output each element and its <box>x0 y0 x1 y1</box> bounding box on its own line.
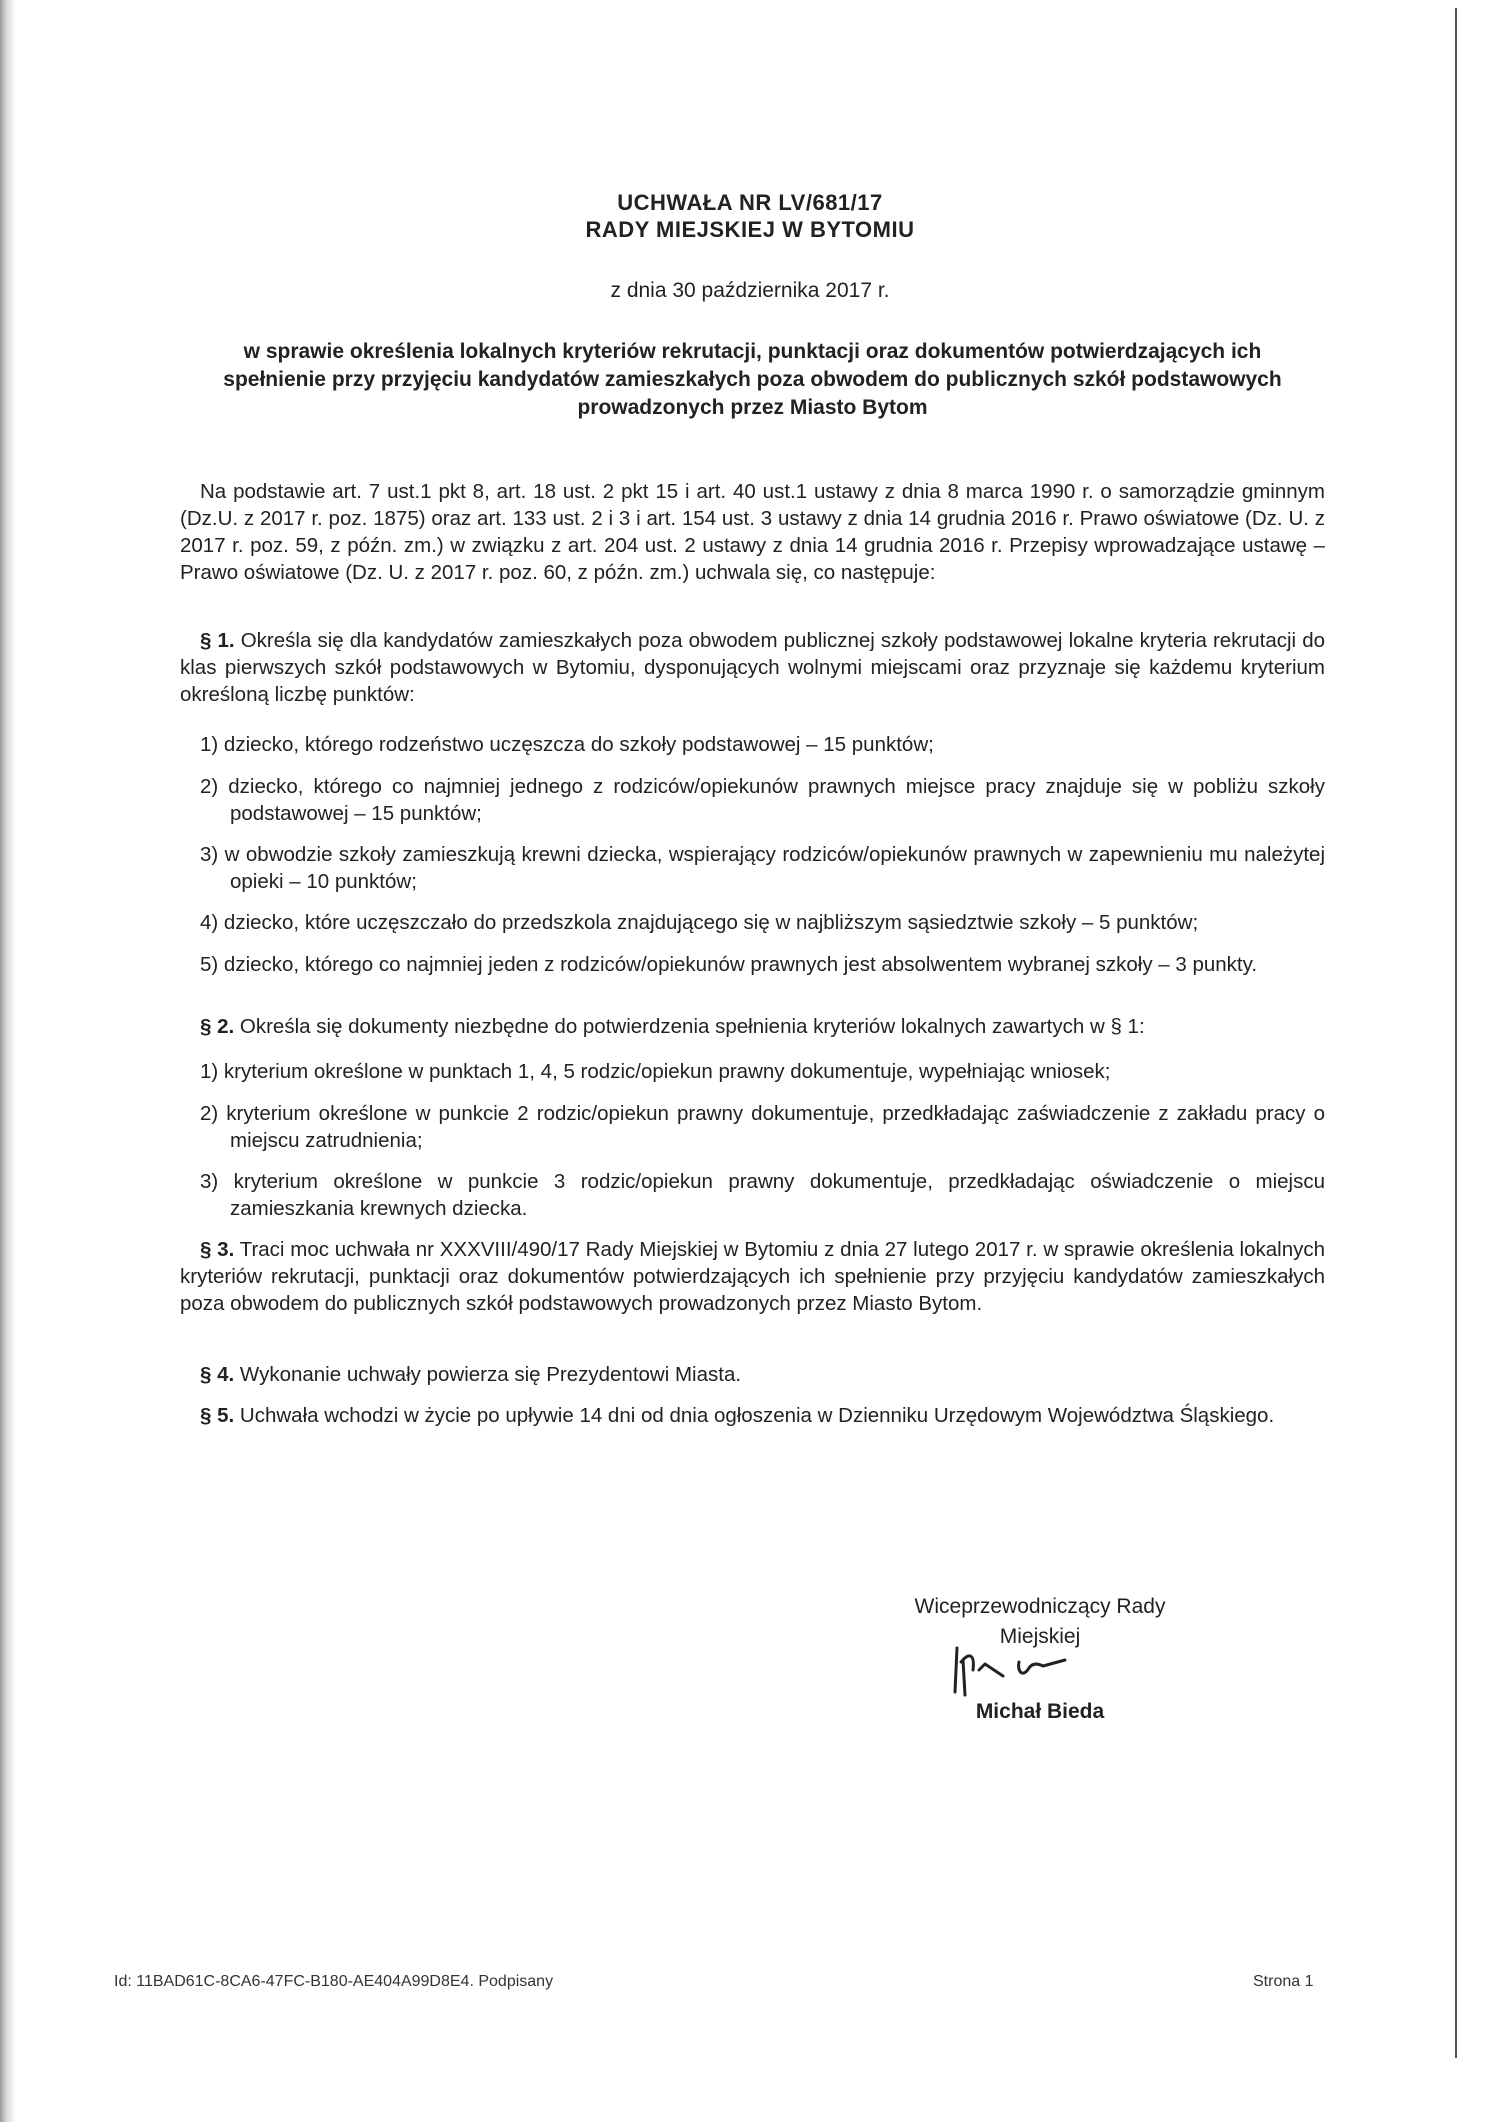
section-text: Określa się dla kandydatów zamieszkałych poza obwodem publicznej szkoły podstawowej lokalne kryteria rekrutacji do klas pierwszych szkół podstawowych w Bytomiu, dysponujących wolnymi miejscami oraz przyznaje się każdemu kryterium określoną liczbę punktów: <box>180 629 1326 706</box>
list-item: 3) w obwodzie szkoły zamieszkują krewni dziecka, wspierający rodziców/opiekunów prawnych w zapewnieniu mu należytej opieki – 10 punktów; <box>200 843 1325 893</box>
section-text: Określa się dokumenty niezbędne do potwierdzenia spełnienia kryteriów lokalnych zawartych w § 1: <box>239 1015 1145 1038</box>
signatory-role-line1: Wiceprzewodniczący Rady <box>914 1595 1166 1618</box>
council-name: RADY MIEJSKIEJ W BYTOMIU <box>585 217 915 242</box>
section-symbol: § 2. <box>200 1015 235 1038</box>
scan-right-border <box>1455 8 1457 2058</box>
section-text: Wykonanie uchwały powierza się Prezydentowi Miasta. <box>239 1363 742 1386</box>
list-item: 2) dziecko, którego co najmniej jednego z rodziców/opiekunów prawnych miejsce pracy znajduje się w pobliżu szkoły podstawowej – 15 punktów; <box>200 775 1325 825</box>
signatory-role-line2: Miejskiej <box>999 1625 1081 1648</box>
handwritten-signature <box>945 1640 1145 1700</box>
signatory-name: Michał Bieda <box>975 1700 1105 1723</box>
list-item: 2) kryterium określone w punkcie 2 rodzic/opiekun prawny dokumentuje, przedkładając zaświadczenie z zakładu pracy o miejscu zatrudnienia; <box>200 1102 1325 1152</box>
resolution-number: UCHWAŁA NR LV/681/17 <box>617 190 883 215</box>
page-number: Strona 1 <box>1253 1973 1314 1990</box>
section-symbol: § 1. <box>200 629 235 652</box>
list-item: 1) kryterium określone w punktach 1, 4, 5 rodzic/opiekun prawny dokumentuje, wypełniając wniosek; <box>200 1060 1111 1083</box>
section-4 <box>180 1361 1325 1388</box>
list-item: 1) dziecko, którego rodzeństwo uczęszcza do szkoły podstawowej – 15 punktów; <box>200 733 934 756</box>
list-item: 5) dziecko, którego co najmniej jeden z rodziców/opiekunów prawnych jest absolwentem wybranej szkoły – 3 punkty. <box>200 953 1258 976</box>
section-text: Traci moc uchwała nr XXXVIII/490/17 Rady Miejskiej w Bytomiu z dnia 27 lutego 2017 r. w sprawie określenia lokalnych kryteriów rekrutacji, punktacji oraz dokumentów potwierdzających ich spełnienie przy przyjęciu kandydatów zamieszkałych poza obwodem do publicznych szkół podstawowych prowadzonych przez Miasto Bytom. <box>180 1238 1326 1315</box>
list-item: 4) dziecko, które uczęszczało do przedszkola znajdującego się w najbliższym sąsiedztwie szkoły – 5 punktów; <box>200 911 1199 934</box>
section-2 <box>180 1013 1325 1040</box>
section-3 <box>180 1236 1325 1317</box>
resolution-subject: w sprawie określenia lokalnych kryteriów rekrutacji, punktacji oraz dokumentów potwierdzających ich spełnienie przy przyjęciu kandydatów zamieszkałych poza obwodem do publicznych szkół podstawowych prowadzonych przez Miasto Bytom <box>223 340 1282 419</box>
section-symbol: § 4. <box>200 1363 235 1386</box>
legal-basis-preamble: Na podstawie art. 7 ust.1 pkt 8, art. 18 ust. 2 pkt 15 i art. 40 ust.1 ustawy z dnia 8 marca 1990 r. o samorządzie gminnym (Dz.U. z 2017 r. poz. 1875) oraz art. 133 ust. 2 i 3 i art. 154 ust. 3 ustawy z dnia 14 grudnia 2016 r. Prawo oświatowe (Dz. U. z 2017 r. poz. 59, z późn. zm.) w związku z art. 204 ust. 2 ustawy z dnia 14 grudnia 2016 r. Przepisy wprowadzające ustawę – Prawo oświatowe (Dz. U. z 2017 r. poz. 60, z późn. zm.) uchwala się, co następuje: <box>180 480 1325 584</box>
section-1 <box>180 627 1325 708</box>
section-symbol: § 5. <box>200 1404 235 1427</box>
resolution-date: z dnia 30 października 2017 r. <box>610 279 890 302</box>
document-id: Id: 11BAD61C-8CA6-47FC-B180-AE404A99D8E4. Podpisany <box>114 1973 554 1990</box>
section-symbol: § 3. <box>200 1238 235 1261</box>
section-5 <box>180 1402 1325 1429</box>
list-item: 3) kryterium określone w punkcie 3 rodzic/opiekun prawny dokumentuje, przedkładając oświadczenie o miejscu zamieszkania krewnych dziecka. <box>200 1170 1325 1220</box>
section-text: Uchwała wchodzi w życie po upływie 14 dni od dnia ogłoszenia w Dzienniku Urzędowym Województwa Śląskiego. <box>239 1404 1275 1427</box>
scan-edge-shadow <box>0 0 16 2122</box>
